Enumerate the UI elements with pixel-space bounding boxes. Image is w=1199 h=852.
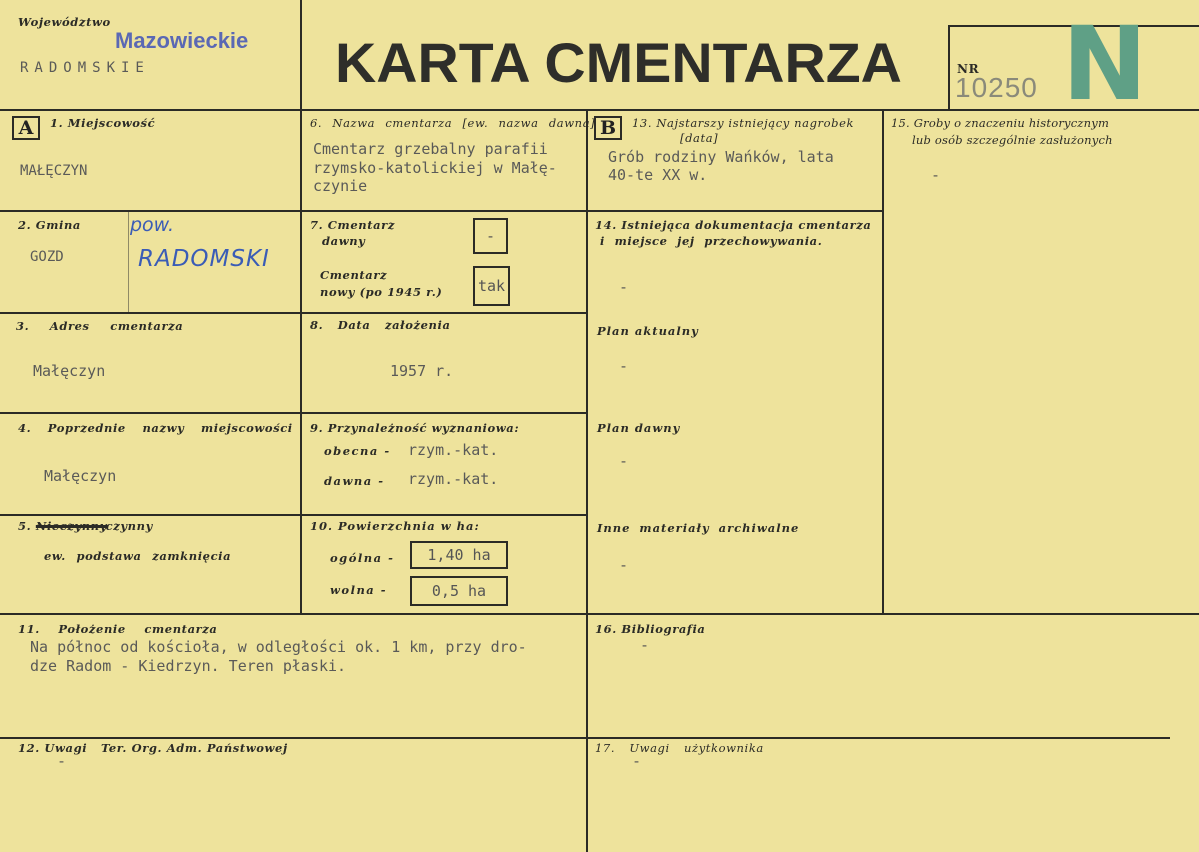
f9-current-label: obecna - — [324, 444, 391, 458]
f2-hand-value: RADOMSKI — [138, 246, 270, 272]
f9-label: 9. Przynależność wyznaniowa: — [310, 421, 520, 435]
f4-label: 4. Poprzednie nazwy miejscowości — [18, 421, 293, 435]
f1-label: 1. Miejscowość — [50, 116, 156, 130]
rule-right-top — [884, 109, 1199, 111]
f13-line1: Grób rodziny Wańków, lata — [608, 148, 834, 166]
card-title: KARTA CMENTARZA — [335, 31, 902, 94]
rule-nr-box-left — [948, 25, 950, 111]
plan-old-value: - — [619, 452, 629, 470]
f7-label-a: 7. Cmentarz — [310, 218, 395, 232]
f16-value: - — [640, 636, 650, 654]
f14-label-a: 14. Istniejąca dokumentacja cmentarza — [595, 218, 872, 232]
plan-current-value: - — [619, 357, 629, 375]
plan-old-label: Plan dawny — [597, 421, 681, 435]
nr-mark: N — [1062, 5, 1148, 124]
section-a-letter: A — [12, 116, 40, 140]
f5-number: 5. — [18, 519, 32, 533]
rule-row3 — [0, 412, 588, 414]
f7-label-b: dawny — [322, 234, 366, 248]
f15-label-a: 15. Groby o znaczeniu historycznym — [891, 116, 1110, 130]
f4-value: Małęczyn — [44, 467, 117, 485]
rule-row6 — [0, 737, 1170, 739]
f7-old-box: - — [473, 218, 508, 254]
f17-value: - — [632, 752, 642, 770]
wojewodztwo-label: Województwo — [18, 15, 111, 29]
wojewodztwo-stamp: Mazowieckie — [115, 28, 249, 53]
f5-label — [18, 519, 153, 533]
f16-label: 16. Bibliografia — [595, 622, 706, 636]
f7-new-box: tak — [473, 266, 510, 306]
f5-sublabel: ew. podstawa zamknięcia — [44, 549, 232, 563]
rule-row4 — [0, 514, 588, 516]
f15-label-b: lub osób szczególnie zasłużonych — [912, 133, 1113, 147]
f13-label-a: 13. Najstarszy istniejący nagrobek — [632, 116, 855, 130]
rule-col1-right — [300, 0, 302, 614]
section-b-letter: B — [594, 116, 622, 140]
f5-tail: czynny — [105, 519, 153, 533]
f10-total-label: ogólna - — [330, 551, 395, 565]
f13-line2: 40-te XX w. — [608, 166, 708, 184]
f11-line1: Na północ od kościoła, w odległości ok. 1 km, przy dro- — [30, 638, 527, 656]
rule-row2 — [0, 312, 588, 314]
f12-value: - — [57, 752, 67, 770]
f10-label: 10. Powierzchnia w ha: — [310, 519, 480, 533]
f3-label: 3. Adres cmentarza — [16, 319, 184, 333]
f6-label: 6. Nazwa cmentarza [ew. nazwa dawna] — [310, 116, 596, 130]
f10-free-box: 0,5 ha — [410, 576, 508, 606]
f6-line1: Cmentarz grzebalny parafii — [313, 140, 548, 158]
f6-line3: czynie — [313, 177, 368, 195]
other-materials-value: - — [619, 556, 629, 574]
f8-value: 1957 r. — [390, 362, 454, 380]
other-materials-label: Inne materiały archiwalne — [597, 521, 800, 535]
plan-current-label: Plan aktualny — [597, 324, 699, 338]
f14-label-b: i miejsce jej przechowywania. — [600, 234, 823, 248]
wojewodztwo-typed: RADOMSKIE — [20, 60, 150, 76]
f8-label: 8. Data założenia — [310, 318, 451, 332]
f11-line2: dze Radom - Kiedrzyn. Teren płaski. — [30, 657, 347, 675]
nr-label: NR — [957, 62, 980, 76]
f13-label-b: [data] — [680, 131, 719, 145]
f2-hand-pow: pow. — [130, 214, 175, 236]
f10-free-label: wolna - — [330, 583, 388, 597]
rule-col3-right — [882, 109, 884, 614]
rule-row1 — [0, 210, 884, 212]
f3-value: Małęczyn — [33, 362, 106, 380]
f9-current-value: rzym.-kat. — [408, 441, 499, 459]
f7-new-a: Cmentarz — [320, 268, 388, 282]
f9-former-value: rzym.-kat. — [408, 470, 499, 488]
f15-value: - — [931, 166, 941, 184]
rule-header-bottom — [0, 109, 950, 111]
f6-line2: rzymsko-katolickiej w Małę- — [313, 159, 557, 177]
f2-value: GOZD — [30, 249, 64, 265]
f14-value: - — [619, 278, 629, 296]
nr-value: 10250 — [955, 72, 1038, 103]
rule-gmina-divider — [128, 212, 129, 312]
f10-total-box: 1,40 ha — [410, 541, 508, 569]
f5-struck-word: Nieczynny — [35, 519, 108, 533]
f11-label: 11. Położenie cmentarza — [18, 622, 218, 636]
f9-former-label: dawna - — [324, 474, 385, 488]
f7-new-b: nowy (po 1945 r.) — [320, 285, 443, 299]
rule-col2-right — [586, 109, 588, 852]
f12-label: 12. Uwagi Ter. Org. Adm. Państwowej — [18, 741, 288, 755]
rule-row5 — [0, 613, 1199, 615]
f1-value: MAŁĘCZYN — [20, 163, 88, 179]
f2-label: 2. Gmina — [18, 218, 81, 232]
f17-label: 17. Uwagi użytkownika — [595, 741, 764, 755]
